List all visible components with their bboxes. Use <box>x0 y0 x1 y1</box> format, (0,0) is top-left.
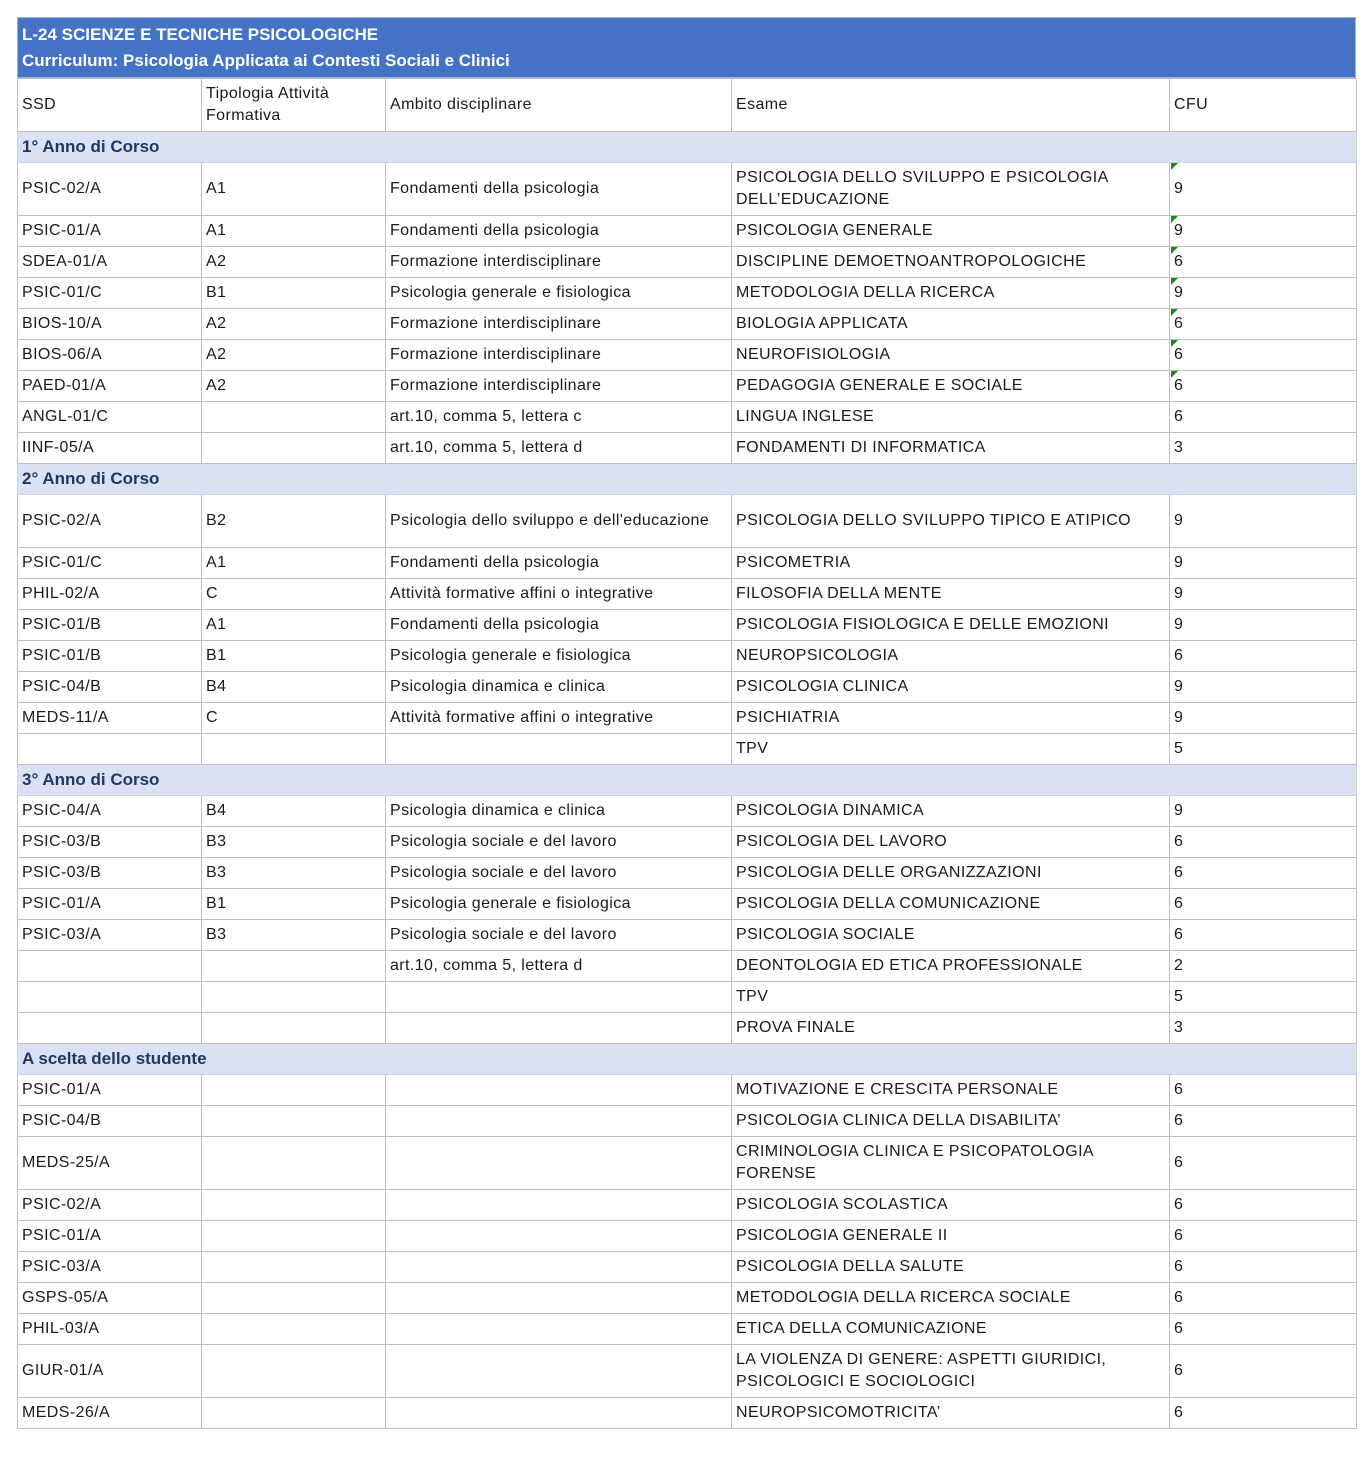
esame-cell: DISCIPLINE DEMOETNOANTROPOLOGICHE <box>732 247 1170 278</box>
esame-cell: PSICOMETRIA <box>732 548 1170 579</box>
ambito-cell: Formazione interdisciplinare <box>386 247 732 278</box>
table-row <box>18 1013 1357 1044</box>
ambito-cell <box>386 1398 732 1429</box>
esame-cell: PSICOLOGIA DELLO SVILUPPO TIPICO E ATIPICO <box>732 495 1170 548</box>
table-row <box>18 163 1357 216</box>
ssd-cell: PHIL-02/A <box>18 579 202 610</box>
tipologia-cell <box>202 1283 386 1314</box>
cfu-cell: 6 <box>1170 1137 1357 1190</box>
esame-cell: MOTIVAZIONE E CRESCITA PERSONALE <box>732 1075 1170 1106</box>
esame-cell: FONDAMENTI DI INFORMATICA <box>732 433 1170 464</box>
ambito-cell <box>386 1252 732 1283</box>
table-row <box>18 1398 1357 1429</box>
tipologia-cell <box>202 1075 386 1106</box>
ambito-cell: Fondamenti della psicologia <box>386 610 732 641</box>
ambito-cell: Formazione interdisciplinare <box>386 340 732 371</box>
section-title: A scelta dello studente <box>18 1044 1357 1075</box>
table-row <box>18 889 1357 920</box>
esame-cell: PEDAGOGIA GENERALE E SOCIALE <box>732 371 1170 402</box>
ssd-cell <box>18 982 202 1013</box>
tipologia-cell <box>202 1221 386 1252</box>
cfu-cell: 6 <box>1170 858 1357 889</box>
cfu-cell: 9 <box>1170 672 1357 703</box>
tipologia-cell <box>202 433 386 464</box>
ssd-cell: PSIC-01/C <box>18 278 202 309</box>
header-esame: Esame <box>732 79 1170 132</box>
table-row <box>18 1314 1357 1345</box>
header-cfu: CFU <box>1170 79 1357 132</box>
table-row <box>18 858 1357 889</box>
cfu-cell: 6 <box>1170 889 1357 920</box>
table-row <box>18 796 1357 827</box>
ssd-cell: ANGL-01/C <box>18 402 202 433</box>
tipologia-cell <box>202 1345 386 1398</box>
ssd-cell: PSIC-03/A <box>18 1252 202 1283</box>
esame-cell: PSICOLOGIA FISIOLOGICA E DELLE EMOZIONI <box>732 610 1170 641</box>
header-ambito: Ambito disciplinare <box>386 79 732 132</box>
table-row <box>18 340 1357 371</box>
ssd-cell: MEDS-26/A <box>18 1398 202 1429</box>
cfu-cell: 6 <box>1170 1075 1357 1106</box>
cfu-cell: 6 <box>1170 402 1357 433</box>
table-row <box>18 641 1357 672</box>
table-row <box>18 402 1357 433</box>
table-row <box>18 982 1357 1013</box>
ambito-cell: Psicologia sociale e del lavoro <box>386 920 732 951</box>
tipologia-cell: B4 <box>202 796 386 827</box>
ambito-cell <box>386 1190 732 1221</box>
esame-cell: PSICOLOGIA GENERALE <box>732 216 1170 247</box>
esame-cell: PSICOLOGIA SOCIALE <box>732 920 1170 951</box>
ssd-cell: PSIC-03/B <box>18 858 202 889</box>
tipologia-cell: B1 <box>202 641 386 672</box>
cfu-cell: 5 <box>1170 734 1357 765</box>
ambito-cell: Psicologia generale e fisiologica <box>386 889 732 920</box>
tipologia-cell: A2 <box>202 340 386 371</box>
tipologia-cell: A2 <box>202 247 386 278</box>
curriculum-sheet <box>17 17 1356 1429</box>
tipologia-cell <box>202 1252 386 1283</box>
cfu-cell: 6 <box>1170 641 1357 672</box>
course-title: L-24 SCIENZE E TECNICHE PSICOLOGICHE <box>22 25 379 44</box>
tipologia-cell: B2 <box>202 495 386 548</box>
ambito-cell: Fondamenti della psicologia <box>386 216 732 247</box>
cfu-cell: 6 <box>1170 1252 1357 1283</box>
cfu-cell: 6 <box>1170 340 1357 371</box>
tipologia-cell <box>202 402 386 433</box>
esame-cell: PROVA FINALE <box>732 1013 1170 1044</box>
tipologia-cell: A1 <box>202 548 386 579</box>
table-row <box>18 920 1357 951</box>
ambito-cell: Fondamenti della psicologia <box>386 548 732 579</box>
cfu-cell: 9 <box>1170 548 1357 579</box>
esame-cell: PSICOLOGIA DELLA COMUNICAZIONE <box>732 889 1170 920</box>
ambito-cell <box>386 1013 732 1044</box>
section-header <box>18 464 1357 495</box>
ssd-cell: PSIC-01/A <box>18 889 202 920</box>
ambito-cell <box>386 1221 732 1252</box>
cfu-cell: 9 <box>1170 216 1357 247</box>
cfu-cell: 6 <box>1170 247 1357 278</box>
ssd-cell: PSIC-03/B <box>18 827 202 858</box>
table-row <box>18 1221 1357 1252</box>
ambito-cell: Psicologia dinamica e clinica <box>386 796 732 827</box>
tipologia-cell <box>202 982 386 1013</box>
ssd-cell: PAED-01/A <box>18 371 202 402</box>
table-row <box>18 1137 1357 1190</box>
table-row <box>18 951 1357 982</box>
tipologia-cell: B3 <box>202 920 386 951</box>
ssd-cell: PSIC-01/B <box>18 610 202 641</box>
esame-cell: PSICOLOGIA DELLA SALUTE <box>732 1252 1170 1283</box>
ssd-cell: PSIC-01/A <box>18 1221 202 1252</box>
ambito-cell <box>386 1075 732 1106</box>
tipologia-cell <box>202 1013 386 1044</box>
esame-cell: NEUROPSICOLOGIA <box>732 641 1170 672</box>
ambito-cell: Psicologia dello sviluppo e dell'educazione <box>386 495 732 548</box>
table-row <box>18 610 1357 641</box>
ambito-cell <box>386 1314 732 1345</box>
cfu-cell: 3 <box>1170 433 1357 464</box>
tipologia-cell <box>202 1137 386 1190</box>
esame-cell: FILOSOFIA DELLA MENTE <box>732 579 1170 610</box>
ambito-cell: Attività formative affini o integrative <box>386 703 732 734</box>
esame-cell: PSICOLOGIA DEL LAVORO <box>732 827 1170 858</box>
cfu-cell: 9 <box>1170 703 1357 734</box>
table-row <box>18 672 1357 703</box>
cfu-cell: 9 <box>1170 495 1357 548</box>
cfu-cell: 6 <box>1170 827 1357 858</box>
table-row <box>18 247 1357 278</box>
cfu-cell: 6 <box>1170 309 1357 340</box>
cfu-cell: 6 <box>1170 1314 1357 1345</box>
cfu-cell: 3 <box>1170 1013 1357 1044</box>
table-row <box>18 1283 1357 1314</box>
tipologia-cell: A1 <box>202 216 386 247</box>
cfu-cell: 5 <box>1170 982 1357 1013</box>
ssd-cell: PSIC-03/A <box>18 920 202 951</box>
table-row <box>18 1075 1357 1106</box>
ssd-cell: GSPS-05/A <box>18 1283 202 1314</box>
curriculum-title: Curriculum: Psicologia Applicata ai Contesti Sociali e Clinici <box>22 51 510 70</box>
table-row <box>18 579 1357 610</box>
header-ssd: SSD <box>18 79 202 132</box>
table-row <box>18 278 1357 309</box>
ssd-cell: BIOS-06/A <box>18 340 202 371</box>
tipologia-cell: A1 <box>202 163 386 216</box>
section-title: 3° Anno di Corso <box>18 765 1357 796</box>
esame-cell: DEONTOLOGIA ED ETICA PROFESSIONALE <box>732 951 1170 982</box>
ambito-cell: Psicologia generale e fisiologica <box>386 278 732 309</box>
cfu-cell: 6 <box>1170 920 1357 951</box>
ambito-cell: Psicologia dinamica e clinica <box>386 672 732 703</box>
ssd-cell <box>18 1013 202 1044</box>
ambito-cell: art.10, comma 5, lettera c <box>386 402 732 433</box>
ssd-cell: PSIC-02/A <box>18 495 202 548</box>
section-title: 2° Anno di Corso <box>18 464 1357 495</box>
cfu-cell: 6 <box>1170 1398 1357 1429</box>
cfu-cell: 6 <box>1170 1106 1357 1137</box>
esame-cell: PSICOLOGIA GENERALE II <box>732 1221 1170 1252</box>
ssd-cell: PSIC-04/A <box>18 796 202 827</box>
ssd-cell: PSIC-02/A <box>18 1190 202 1221</box>
ambito-cell <box>386 734 732 765</box>
tipologia-cell: A2 <box>202 371 386 402</box>
ssd-cell: SDEA-01/A <box>18 247 202 278</box>
esame-cell: PSICHIATRIA <box>732 703 1170 734</box>
ambito-cell: Psicologia sociale e del lavoro <box>386 858 732 889</box>
ambito-cell <box>386 1283 732 1314</box>
ambito-cell: Psicologia sociale e del lavoro <box>386 827 732 858</box>
esame-cell: PSICOLOGIA SCOLASTICA <box>732 1190 1170 1221</box>
ssd-cell: PSIC-01/A <box>18 216 202 247</box>
ssd-cell: PSIC-01/B <box>18 641 202 672</box>
esame-cell: CRIMINOLOGIA CLINICA E PSICOPATOLOGIA FORENSE <box>732 1137 1170 1190</box>
header-tipologia: Tipologia Attività Formativa <box>202 79 386 132</box>
table-row <box>18 1252 1357 1283</box>
esame-cell: METODOLOGIA DELLA RICERCA SOCIALE <box>732 1283 1170 1314</box>
esame-cell: TPV <box>732 734 1170 765</box>
ambito-cell <box>386 1106 732 1137</box>
ambito-cell <box>386 982 732 1013</box>
table-row <box>18 1190 1357 1221</box>
table-row <box>18 495 1357 548</box>
tipologia-cell: B1 <box>202 278 386 309</box>
ssd-cell: MEDS-11/A <box>18 703 202 734</box>
tipologia-cell: B3 <box>202 827 386 858</box>
curriculum-table <box>17 78 1357 1429</box>
cfu-cell: 9 <box>1170 579 1357 610</box>
esame-cell: PSICOLOGIA DINAMICA <box>732 796 1170 827</box>
cfu-cell: 6 <box>1170 1190 1357 1221</box>
ssd-cell: PSIC-04/B <box>18 1106 202 1137</box>
ambito-cell: Attività formative affini o integrative <box>386 579 732 610</box>
cfu-cell: 6 <box>1170 1345 1357 1398</box>
ssd-cell: MEDS-25/A <box>18 1137 202 1190</box>
ssd-cell: GIUR-01/A <box>18 1345 202 1398</box>
table-row <box>18 703 1357 734</box>
ssd-cell: PSIC-02/A <box>18 163 202 216</box>
table-row <box>18 734 1357 765</box>
ssd-cell: PHIL-03/A <box>18 1314 202 1345</box>
tipologia-cell: B3 <box>202 858 386 889</box>
cfu-cell: 9 <box>1170 163 1357 216</box>
esame-cell: ETICA DELLA COMUNICAZIONE <box>732 1314 1170 1345</box>
esame-cell: TPV <box>732 982 1170 1013</box>
table-row <box>18 216 1357 247</box>
esame-cell: PSICOLOGIA DELLO SVILUPPO E PSICOLOGIA DELL’EDUCAZIONE <box>732 163 1170 216</box>
ssd-cell <box>18 951 202 982</box>
table-row <box>18 1106 1357 1137</box>
ambito-cell: Formazione interdisciplinare <box>386 371 732 402</box>
tipologia-cell: B1 <box>202 889 386 920</box>
tipologia-cell <box>202 1190 386 1221</box>
cfu-cell: 6 <box>1170 1221 1357 1252</box>
header-row <box>18 79 1357 132</box>
tipologia-cell <box>202 1398 386 1429</box>
tipologia-cell <box>202 1106 386 1137</box>
esame-cell: BIOLOGIA APPLICATA <box>732 309 1170 340</box>
cfu-cell: 6 <box>1170 371 1357 402</box>
table-row <box>18 1345 1357 1398</box>
esame-cell: LINGUA INGLESE <box>732 402 1170 433</box>
ambito-cell: Fondamenti della psicologia <box>386 163 732 216</box>
esame-cell: METODOLOGIA DELLA RICERCA <box>732 278 1170 309</box>
esame-cell: LA VIOLENZA DI GENERE: ASPETTI GIURIDICI, PSICOLOGICI E SOCIOLOGICI <box>732 1345 1170 1398</box>
tipologia-cell <box>202 1314 386 1345</box>
table-row <box>18 309 1357 340</box>
ambito-cell: art.10, comma 5, lettera d <box>386 433 732 464</box>
tipologia-cell: A1 <box>202 610 386 641</box>
esame-cell: NEUROFISIOLOGIA <box>732 340 1170 371</box>
tipologia-cell: B4 <box>202 672 386 703</box>
section-header <box>18 765 1357 796</box>
ssd-cell <box>18 734 202 765</box>
ssd-cell: IINF-05/A <box>18 433 202 464</box>
section-title: 1° Anno di Corso <box>18 132 1357 163</box>
ssd-cell: PSIC-01/C <box>18 548 202 579</box>
ambito-cell <box>386 1137 732 1190</box>
tipologia-cell <box>202 734 386 765</box>
cfu-cell: 2 <box>1170 951 1357 982</box>
esame-cell: NEUROPSICOMOTRICITA’ <box>732 1398 1170 1429</box>
ssd-cell: BIOS-10/A <box>18 309 202 340</box>
title-block <box>17 17 1356 78</box>
ssd-cell: PSIC-01/A <box>18 1075 202 1106</box>
tipologia-cell: C <box>202 703 386 734</box>
cfu-cell: 9 <box>1170 796 1357 827</box>
ambito-cell: art.10, comma 5, lettera d <box>386 951 732 982</box>
cfu-cell: 9 <box>1170 610 1357 641</box>
table-row <box>18 371 1357 402</box>
section-header <box>18 1044 1357 1075</box>
ssd-cell: PSIC-04/B <box>18 672 202 703</box>
tipologia-cell: A2 <box>202 309 386 340</box>
ambito-cell <box>386 1345 732 1398</box>
ambito-cell: Formazione interdisciplinare <box>386 309 732 340</box>
table-row <box>18 433 1357 464</box>
esame-cell: PSICOLOGIA DELLE ORGANIZZAZIONI <box>732 858 1170 889</box>
section-header <box>18 132 1357 163</box>
ambito-cell: Psicologia generale e fisiologica <box>386 641 732 672</box>
cfu-cell: 9 <box>1170 278 1357 309</box>
table-row <box>18 827 1357 858</box>
esame-cell: PSICOLOGIA CLINICA <box>732 672 1170 703</box>
table-row <box>18 548 1357 579</box>
tipologia-cell: C <box>202 579 386 610</box>
tipologia-cell <box>202 951 386 982</box>
esame-cell: PSICOLOGIA CLINICA DELLA DISABILITA’ <box>732 1106 1170 1137</box>
cfu-cell: 6 <box>1170 1283 1357 1314</box>
